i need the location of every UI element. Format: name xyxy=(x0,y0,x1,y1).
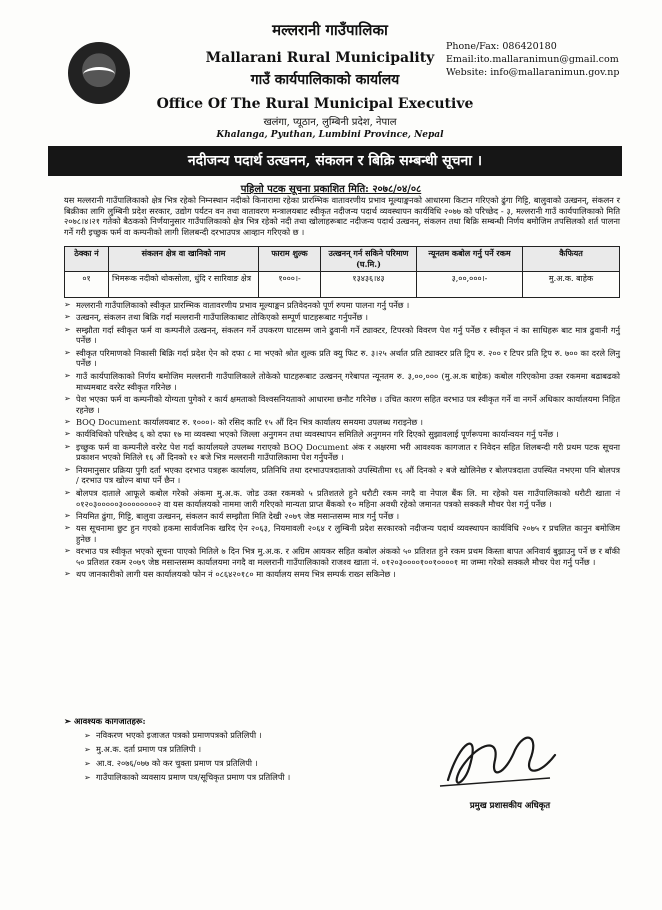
list-item: ➢ सम्झौता गर्दा स्वीकृत फर्म वा कम्पनीले उत्खनन्, संकलन गर्ने उपकरण घाटसम्म जाने ढुवानी गर्ने ट्याक्टर, टिपरको विवरण पेश गर्नु पर्नेछ र स्वीकृत नं का साधिहरू बाट मात्र ढुवानी गर्नु पर्नेछ । xyxy=(64,324,620,346)
list-item: ➢ यस सूचनामा छुट हुन गएको हकमा सार्वजनिक खरिद ऐन २०६३, नियमावली २०६४ र लुम्बिनी प्रदेश सरकारको नदीजन्य पदार्थ व्यवस्थापन कार्यविधि २०७५ र प्रचलित कानुन बमोजिम हुनेछ । xyxy=(64,523,620,544)
list-item: ➢ आ.व. २०७६/०७७ को कर चुक्ता प्रमाण पत्र प्रतिलिपी । xyxy=(84,758,258,768)
table-cell: ३,००,०००।- xyxy=(417,272,523,298)
signature-mark xyxy=(430,720,580,800)
arrow-bullet-icon: ➢ xyxy=(64,300,71,309)
list-item: ➢ स्वीकृत परिमाणको निकासी बिक्रि गर्दा प्रदेश ऐन को दफा ८ मा भएको श्रोत शुल्क प्रति क्यु फिट रु. ३।२५ अर्थात प्रति ट्याक्टर प्रति ट्रिप रु. २०० र टिपर प्रति ट्रिप रु. ७०० का दरले लिनु पर्नेछ । xyxy=(64,347,620,369)
list-item: ➢ नियमित ढुंगा, गिट्टि, बालुवा उत्खनन्, संकलन कार्य सम्झौता मिति देखी २०७९ जेष्ठ मसान्तसम्म मात्र गर्नु पर्नेछ । xyxy=(64,510,400,521)
table-header: ठेक्का नं xyxy=(65,247,109,272)
intro-paragraph: यस मल्लरानी गाउँपालिकाको क्षेत्र भित्र रहेको निम्नस्थान नदीको किनारामा रहेका प्रारम्भिक वातावरणीय प्रभाव मूल्याङ्कनको आधारमा किटान गरिएको ढुंगा गिट्टि, बालुवाको उत्खनन्, संकलन र बिक्रीका लागि लुम्बिनी प्रदेश सरकार, उद्योग पर्यटन वन तथा वातावरण मन्त्रालयबाट स्वीकृत नदीजन्य पदार्थ व्यवस्थापन कार्यविधि २०७७ को परिच्छेद - ३, मल्लरानी गाउँ कार्यपालिकाको मिति २०७८।४।२१ गतेको बैठकको निर्णयानुसार गाउँपालिकाको क्षेत्र भित्र रहेको नदी तथा खोलाहरूबाट नदीजन्य पदार्थ उत्खनन्, संकलन तथा बिक्रि सम्बन्धी निर्णय बमोजिम तपसिलको शर्त पालना गर्ने गरी इच्छुक फर्म वा कम्पनीको लागी शिलबन्दी दरभाउपत्र आव्हान गरिएको छ । xyxy=(64,195,620,237)
list-item: ➢ पेश भएका फर्म वा कम्पनीको योग्यता पुगेको र कार्य क्षमताको विश्वसनियताको आधारमा छनौट गरिनेछ । उचित कारण सहित वरभाउ पत्र स्वीकृत गर्ने वा नगर्ने अधिकार कार्यालयमा निहित रहनेछ । xyxy=(64,393,620,415)
arrow-bullet-icon: ➢ xyxy=(84,744,91,754)
list-item: ➢ गाउँपालिकाको व्यवसाय प्रमाण पत्र/सूचिकृत प्रमाण पत्र प्रतिलिपी । xyxy=(84,772,291,782)
table-header-row xyxy=(65,247,620,272)
list-item: ➢ मल्लरानी गाउँपालिकाको स्वीकृत प्रारम्भिक वातावरणीय प्रभाव मूल्याङ्कन प्रतिवेदनको पूर्ण रुपमा पालना गर्नु पर्नेछ । xyxy=(64,300,410,310)
list-item: ➢ गाउँ कार्यपालिकाको निर्णय बमोजिम मल्लरानी गाउँपालिकाले तोकेको घाटहरूबाट उत्खनन् गरेबापत न्यूनतम रु. ३,००,००० (मु.अ.क बाहेक) कबोल गरिएकोमा उक्त रकममा बढाबढको माध्यमबाट वररेट स्वीकृत गरिनेछ । xyxy=(64,370,620,392)
required-documents-heading: ➢ आवश्यक कागजातहरू: xyxy=(64,716,146,726)
office-name-english: Office Of The Rural Municipal Executive xyxy=(156,96,474,112)
office-name-nepali: गाउँ कार्यपालिकाको कार्यालय xyxy=(250,72,400,88)
conditions-list xyxy=(64,300,620,582)
arrow-bullet-icon: ➢ xyxy=(84,758,91,768)
arrow-bullet-icon: ➢ xyxy=(64,312,71,322)
arrow-bullet-icon: ➢ xyxy=(64,347,71,357)
arrow-bullet-icon: ➢ xyxy=(84,772,91,782)
list-item: ➢ उत्खनन्, संकलन तथा बिक्रि गर्दा मल्लरानी गाउँपालिकाबाट तोकिएको सम्पूर्ण घाटहरूबाट गर्नुपर्नेछ । xyxy=(64,312,369,323)
arrow-bullet-icon: ➢ xyxy=(64,370,71,380)
address-english: Khalanga, Pyuthan, Lumbini Province, Nepal xyxy=(216,130,444,140)
table-cell: मु.अ.क. बाहेक xyxy=(523,272,620,298)
signatory-title: प्रमुख प्रशासकीय अधिकृत xyxy=(469,801,551,811)
table-header: कैफियत xyxy=(523,247,620,272)
arrow-bullet-icon: ➢ xyxy=(64,441,71,451)
table-header: न्यूनतम कबोल गर्नु पर्ने रकम xyxy=(417,247,523,272)
table-cell: १०००।- xyxy=(259,272,321,298)
arrow-bullet-icon: ➢ xyxy=(64,324,71,334)
table-cell: ०१ xyxy=(65,272,109,298)
list-item: ➢ कार्यविधिको परिच्छेद ६ को दफा १७ मा व्यवस्था भएको जिल्ला अनुगमन तथा व्यवस्थापन समितिले अनुगमन गरि दिएको सुझावलाई पूर्णरूपमा कार्यान्वयन गर्नु पर्नेछ । xyxy=(64,429,559,440)
table-header: संकलन क्षेत्र वा खानिको नाम xyxy=(109,247,259,272)
email: Email:ito.mallaranimun@gmail.com xyxy=(446,54,619,65)
address-nepali: खलंगा, प्यूठान, लुम्बिनी प्रदेश, नेपाल xyxy=(263,117,397,128)
list-item: ➢ बोलपत्र दाताले आफूले कबोल गरेको अंकमा मु.अ.क. जोड उक्त रकमको ५ प्रतिशतले हुने धरौटी रकम नगदै वा नेपाल बैंक लि. मा रहेको यस गाउँपालिकाको धरौटी खाता नं ०१२०३०००००३००००००००२ वा यस कार्यालयको नाममा जारी गरिएको मान्यता प्राप्त बैंकको १० महिना अवधी रहेको जमानत पत्रको सक्कलै मौचर पेश गर्नु पर्नेछ । xyxy=(64,487,620,509)
table-header: उत्खनन् गर्न सकिने परिमाण (घ.मि.) xyxy=(321,247,417,272)
arrow-bullet-icon: ➢ xyxy=(64,546,71,556)
arrow-bullet-icon: ➢ xyxy=(64,416,71,426)
arrow-bullet-icon: ➢ xyxy=(84,730,91,740)
arrow-bullet-icon: ➢ xyxy=(64,510,71,520)
publication-date: पहिलो पटक सूचना प्रकाशित मिति: २०७८/०४/०८ xyxy=(240,184,422,195)
list-item: ➢ BOQ Document कार्यालयबाट रु. १०००।- को रसिद काटि १५ औं दिन भित्र कार्यालय समयमा उपलब्ध गराइनेछ । xyxy=(64,416,423,427)
arrow-bullet-icon: ➢ xyxy=(64,393,71,403)
municipality-name-english: Mallarani Rural Municipality xyxy=(205,50,435,66)
list-item: ➢ इच्छुक फर्म वा कम्पनीले वररेट पेश गर्दा कार्यालयले उपलब्ध गराएको BOQ Document अंक र अक्षरमा भरी आवश्यक कागजात र निवेदन सहित शिलबन्दी गरी प्रथम पटक सूचना प्रकाशन भएको मितिले १६ औं दिनको १२ बजे भित्र मल्लरानी गाउँपालिकामा पेश गर्नुपर्नेछ । xyxy=(64,441,620,463)
list-item: ➢ वरभाउ पत्र स्वीकृत भएको सूचना पाएको मितिले ७ दिन भित्र मु.अ.क. र अग्रिम आयकर सहित कबोल अंकको ५० प्रतिशत हुने रकम प्रथम किस्ता बापत अनिवार्य बुझाउनु पर्ने छ र बाँकी ५० प्रतिशत रकम २०७९ जेष्ठ मसान्तसम्म कार्यालयमा नगदै वा मल्लरानी गाउँपालिकाको राजश्व खाता नं. ०१२०३००००१००१००००१ मा जम्मा गरेको सक्कलै मौचर पेश गर्नु पर्नेछ । xyxy=(64,546,620,568)
website: Website: info@mallaranimun.gov.np xyxy=(446,67,620,78)
municipality-name-nepali: मल्लरानी गाउँपालिका xyxy=(272,21,388,39)
arrow-bullet-icon: ➢ xyxy=(64,569,71,579)
arrow-bullet-icon: ➢ xyxy=(64,464,71,474)
table-cell: १३४३६।४३ xyxy=(321,272,417,298)
table-row xyxy=(65,272,620,298)
list-item: ➢ नविकरण भएको इजाजत पत्रको प्रमाणपत्रको प्रतिलिपी । xyxy=(84,730,262,740)
arrow-bullet-icon: ➢ xyxy=(64,487,71,497)
emblem-logo xyxy=(68,42,130,104)
list-item: ➢ मु.अ.क. दर्ता प्रमाण पत्र प्रतिलिपी । xyxy=(84,744,202,754)
table-header: फाराम शुल्क xyxy=(259,247,321,272)
contact-block xyxy=(446,40,656,79)
arrow-bullet-icon: ➢ xyxy=(64,716,72,726)
phone-fax: Phone/Fax: 086420180 xyxy=(446,41,557,52)
required-documents-list xyxy=(84,728,404,784)
arrow-bullet-icon: ➢ xyxy=(64,523,71,533)
contract-table xyxy=(64,246,620,298)
list-item: ➢ थप जानकारीको लागी यस कार्यालयको फोन नं ०८६४२०१८० मा कार्यालय समय भित्र सम्पर्क राख्न सकिनेछ । xyxy=(64,569,396,580)
table-cell: भिमरूक नदीको थोकसोला, धुंदि र सारिवाङ क्षेत्र xyxy=(109,272,259,298)
list-item: ➢ नियमानुसार प्रक्रिया पुगी दर्ता भएका दरभाउ पत्रहरू कार्यालय, प्रतिनिधि तथा दरभाउपत्रदाताको उपस्थितीमा १६ औं दिनको २ बजे खोलिनेछ र बोलपत्रदाता उपस्थित नभएमा पनि बोलपत्र / दरभाउ पत्र खोल्न बाधा पर्ने छैन । xyxy=(64,464,620,486)
arrow-bullet-icon: ➢ xyxy=(64,429,71,439)
notice-title-banner: नदीजन्य पदार्थ उत्खनन, संकलन र बिक्रि सम्बन्धी सूचना । xyxy=(48,146,622,176)
